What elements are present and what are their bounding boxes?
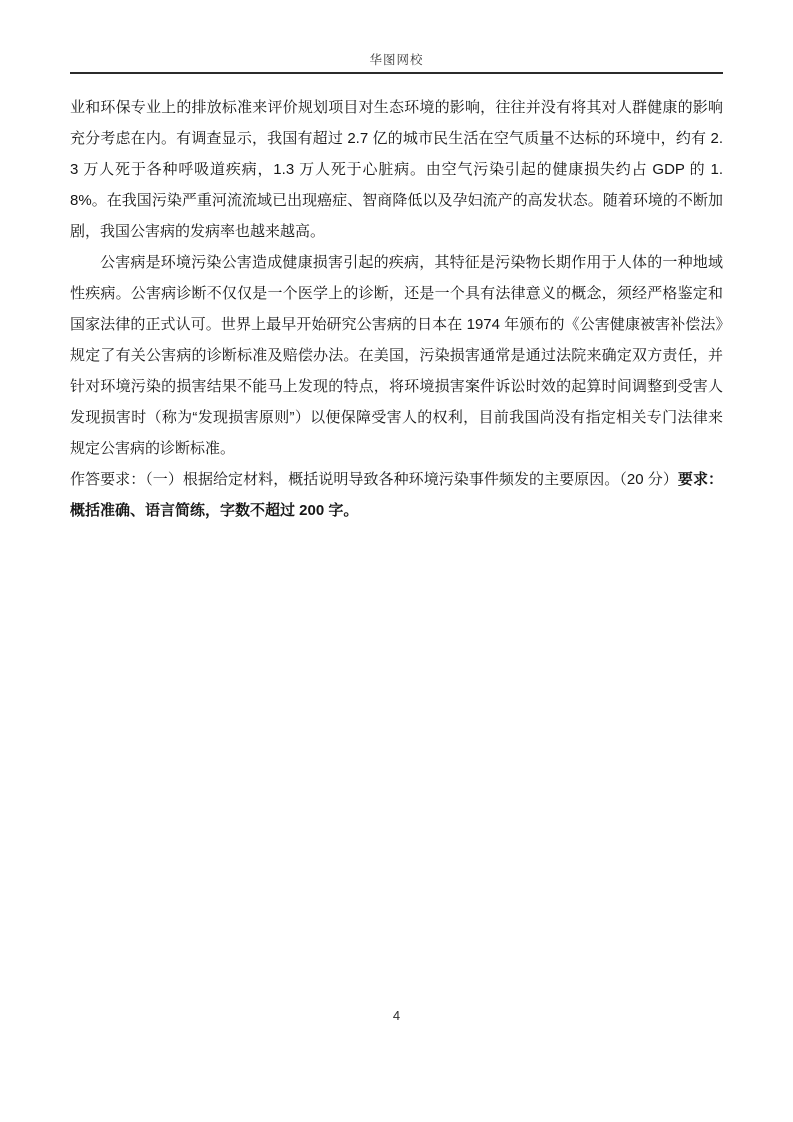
paragraph-text: 业和环保专业上的排放标准来评价规划项目对生态环境的影响，往往并没有将其对人群健康的影响充分考虑在内。有调查显示，我国有超过 2.7 亿的城市民生活在空气质量不达标的环境中，约有 2.3 万人死于各种呼吸道疾病，1.3 万人死于心脏病。由空气污染引起的健康损失约占 GDP 的 1.8%。在我国污染严重河流流域已出现癌症、智商降低以及孕妇流产的高发状态。随着环境的不断加剧，我国公害病的发病率也越来越高。: [70, 99, 723, 240]
page-footer: [0, 1006, 793, 1026]
page-number: 4: [392, 1008, 401, 1023]
header-title: 华图网校: [369, 53, 424, 67]
header-rule: [70, 72, 723, 74]
paragraph-text: 作答要求：（一）根据给定材料，概括说明导致各种环境污染事件频发的主要原因。（20 分）: [70, 471, 678, 488]
page-header: [0, 0, 793, 74]
paragraph-text: 公害病是环境污染公害造成健康损害引起的疾病，其特征是污染物长期作用于人体的一种地域性疾病。公害病诊断不仅仅是一个医学上的诊断，还是一个具有法律意义的概念，须经严格鉴定和国家法律的正式认可。世界上最早开始研究公害病的日本在 1974 年颁布的《公害健康被害补偿法》规定了有关公害病的诊断标准及赔偿办法。在美国，污染损害通常是通过法院来确定双方责任，并针对环境污染的损害结果不能马上发现的特点，将环境损害案件诉讼时效的起算时间调整到受害人发现损害时（称为“发现损害原则”）以便保障受害人的权利，目前我国尚没有指定相关专门法律来规定公害病的诊断标准。: [70, 254, 723, 457]
paragraph-answer-requirements: [70, 464, 723, 526]
paragraph-gongghaibing: [70, 247, 723, 464]
paragraph-continuation: [70, 92, 723, 247]
paragraph-bold-requirement: 要求：概括准确、语言简练，字数不超过 200 字。: [70, 471, 723, 519]
document-body: [70, 92, 723, 526]
